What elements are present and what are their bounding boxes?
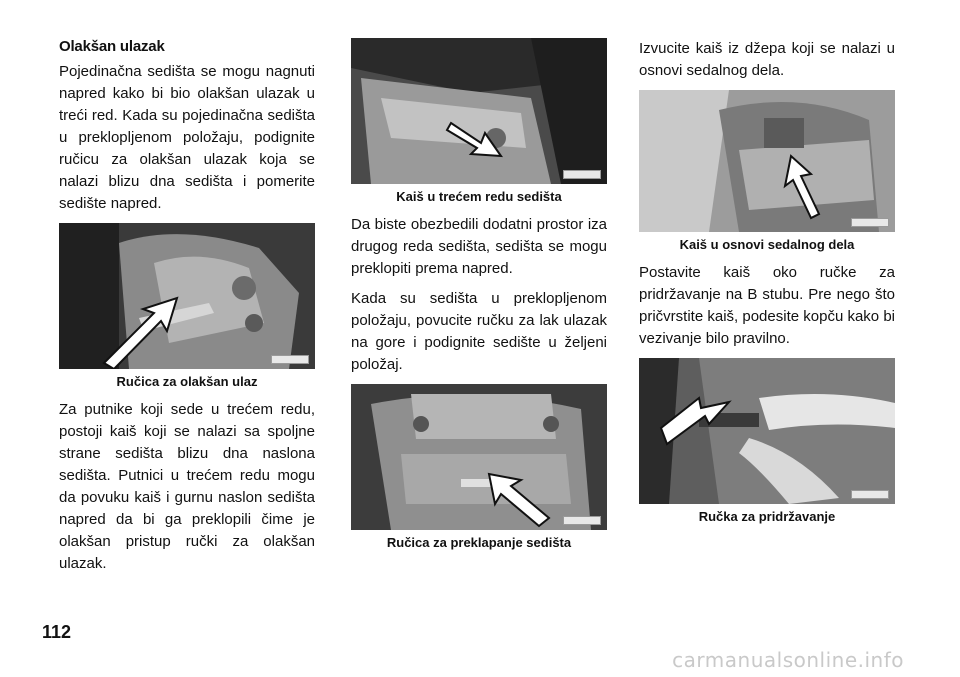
seat-photo-seat-base-strap	[639, 90, 895, 232]
paragraph: Da biste obezbedili dodatni prostor iza drugog reda sedišta, sedišta se mogu preklopiti prema napred.	[351, 216, 607, 277]
seat-photo	[639, 358, 895, 504]
seat-photo-easy-entry	[59, 223, 315, 369]
figure-id-tag	[851, 218, 889, 227]
seat-photo-fold-lever	[351, 384, 607, 530]
watermark: carmanualsonline.info	[672, 648, 904, 672]
figure-caption: Kaiš u osnovi sedalnog dela	[679, 237, 855, 252]
figure-id-tag	[271, 355, 309, 364]
paragraph: Kada su sedišta u preklopljenom položaju, povucite ručku za lak ulazak na gore i podignite sedište u željeni položaj.	[351, 290, 607, 373]
figure-id-tag	[563, 516, 601, 525]
photo-grab-handle	[639, 358, 895, 504]
seat-photo	[59, 223, 315, 369]
figure-caption: Ručka za pridržavanje	[698, 509, 836, 524]
seat-photo	[351, 38, 607, 184]
figure-caption: Ručica za preklapanje sedišta	[386, 535, 572, 550]
figure-id-tag	[851, 490, 889, 499]
seat-photo-third-row-strap	[351, 38, 607, 184]
paragraph: Postavite kaiš oko ručke za pridržavanje na B stubu. Pre nego što pričvrstite kaiš, podesite kopču kako bi vezivanje bilo pravilno.	[639, 264, 895, 347]
figure-id-tag	[563, 170, 601, 179]
figure-caption: Kaiš u trećem redu sedišta	[396, 189, 562, 204]
column-middle	[351, 38, 607, 560]
section-heading: Olakšan ulazak	[59, 38, 165, 55]
paragraph: Za putnike koji sede u trećem redu, postoji kaiš koji se nalazi sa spoljne strane sedišta blizu dna naslona sedišta. Putnici u trećem redu mogu da povuku kaiš i gurnu naslon sedišta napred da bi ga preklopili čime je olakšan pristup ručki za olakšan ulazak.	[59, 401, 315, 572]
paragraph: Pojedinačna sedišta se mogu nagnuti napred kako bi bio olakšan ulazak u treći red. Kada su pojedinačna sedišta u preklopljenom položaju, podignite ručicu za olakšan ulazak koja se nalazi blizu dna sedišta i pomerite sedište napred.	[59, 63, 315, 212]
seat-photo	[351, 384, 607, 530]
figure-caption: Ručica za olakšan ulaz	[116, 374, 258, 389]
page-number: 112	[42, 622, 72, 642]
column-left	[59, 38, 315, 583]
paragraph: Izvucite kaiš iz džepa koji se nalazi u osnovi sedalnog dela.	[639, 40, 895, 79]
column-right	[639, 38, 895, 534]
seat-photo	[639, 90, 895, 232]
